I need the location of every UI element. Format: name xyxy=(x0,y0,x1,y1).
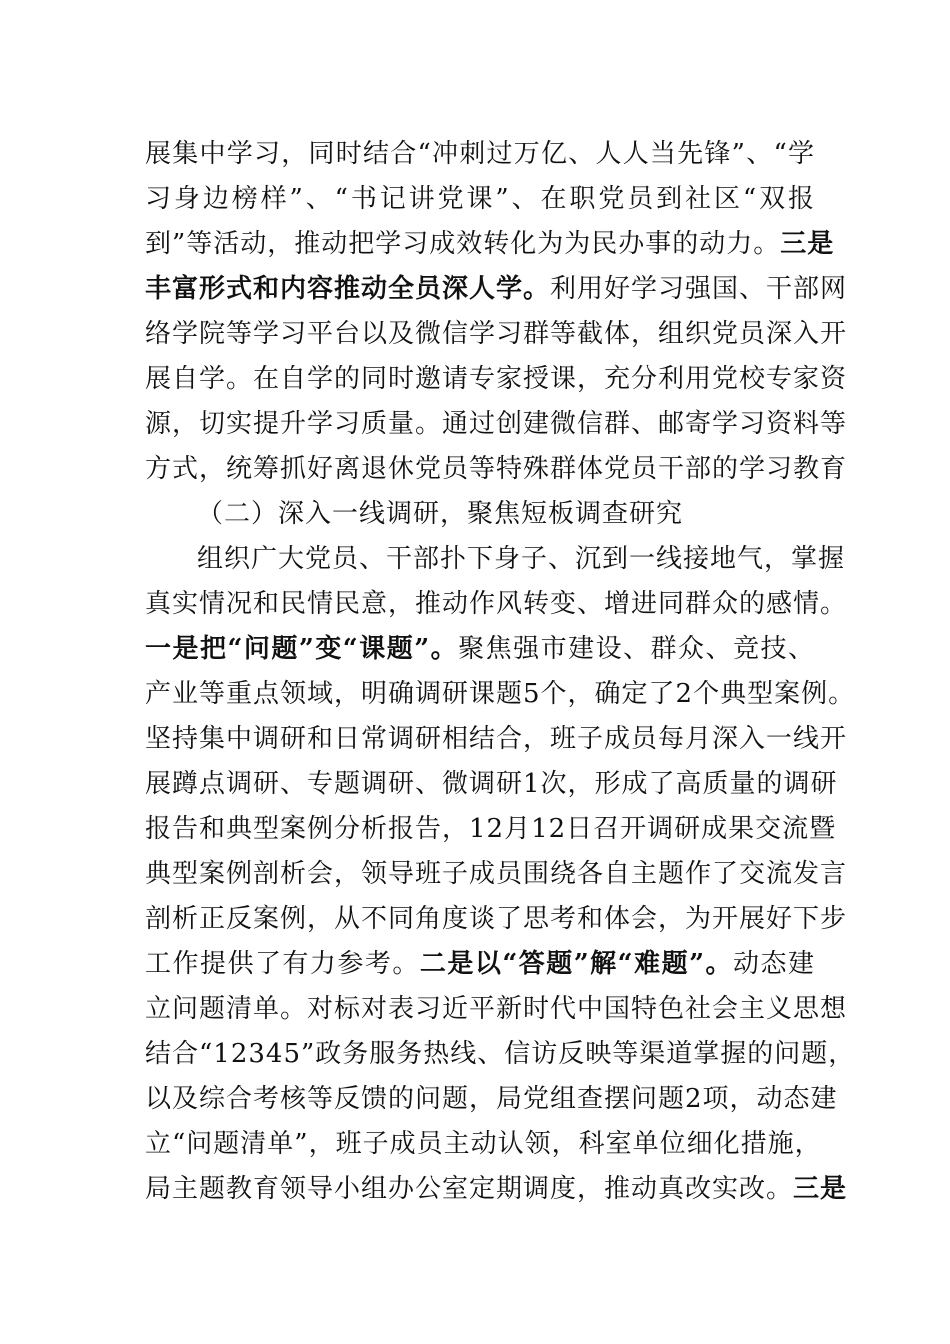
paragraph-line-1 xyxy=(145,136,815,172)
line-text: 方式，统筹抓好离退休党员等特殊群体党员干部的学习教育 xyxy=(145,454,848,484)
line-text: 立“问题清单”，班子成员主动认领，科室单位细化措施， xyxy=(145,1129,822,1159)
paragraph-line-6 xyxy=(145,361,848,397)
paragraph-line-14 xyxy=(145,721,848,757)
paragraph-line-12 xyxy=(145,631,815,667)
paragraph-line-5 xyxy=(145,316,848,352)
paragraph-line-2 xyxy=(145,181,815,217)
line-text: 局主题教育领导小组办公室定期调度，推动真改实改。 xyxy=(145,1174,794,1204)
line-text: 到”等活动，推动把学习成效转化为为民办事的动力。 xyxy=(145,229,781,259)
line-text: 坚持集中调研和日常调研相结合，班子成员每月深入一线开 xyxy=(145,724,848,754)
bold-lead-text: 三是 xyxy=(780,229,835,259)
heading-text: （二）深入一线调研，聚焦短板调查研究 xyxy=(197,499,684,529)
line-text: 以及综合考核等反馈的问题，局党组查摆问题2项，动态建 xyxy=(145,1084,838,1114)
paragraph-line-3 xyxy=(145,226,835,262)
line-text: 立问题清单。对标对表习近平新时代中国特色社会主义思想 xyxy=(145,994,848,1024)
paragraph-line-7 xyxy=(145,406,848,442)
paragraph-line-24 xyxy=(145,1171,848,1207)
paragraph-line-18 xyxy=(145,901,848,937)
line-text: 展集中学习，同时结合“冲刺过万亿、人人当先锋”、“学 xyxy=(145,139,815,169)
paragraph-line-11 xyxy=(145,586,848,622)
paragraph-line-13 xyxy=(145,676,856,712)
paragraph-line-10 xyxy=(197,541,846,577)
line-text: 报告和典型案例分析报告，12月12日召开调研成果交流暨 xyxy=(145,814,837,844)
paragraph-line-8 xyxy=(145,451,848,487)
line-text: 典型案例剖析会，领导班子成员围绕各自主题作了交流发言 xyxy=(145,859,848,889)
paragraph-line-21 xyxy=(145,1036,856,1072)
line-text: 真实情况和民情民意，推动作风转变、增进同群众的感情。 xyxy=(145,589,848,619)
line-text: 络学院等学习平台以及微信学习群等截体，组织党员深入开 xyxy=(145,319,848,349)
paragraph-line-20 xyxy=(145,991,848,1027)
paragraph-line-19 xyxy=(145,946,815,982)
section-heading xyxy=(197,496,697,532)
line-text: 源，切实提升学习质量。通过创建微信群、邮寄学习资料等 xyxy=(145,409,848,439)
line-text: 产业等重点领域，明确调研课题5个，确定了2个典型案例。 xyxy=(145,679,856,709)
bold-lead-text: 一是把“问题”变“课题”。 xyxy=(145,634,459,664)
bold-lead-text: 三是 xyxy=(793,1174,848,1204)
line-text: 工作提供了有力参考。 xyxy=(145,949,420,979)
line-text: 聚焦强市建设、群众、竞技、 xyxy=(458,634,815,664)
line-text: 结合“12345”政务服务热线、信访反映等渠道掌握的问题， xyxy=(145,1039,856,1069)
line-text: 展自学。在自学的同时邀请专家授课，充分利用党校专家资 xyxy=(145,364,848,394)
line-text: 剖析正反案例，从不同角度谈了思考和体会，为开展好下步 xyxy=(145,904,848,934)
paragraph-line-4 xyxy=(145,271,848,307)
line-text: 动态建 xyxy=(733,949,815,979)
line-text: 组织广大党员、干部扑下身子、沉到一线接地气，掌握 xyxy=(197,544,846,574)
paragraph-line-22 xyxy=(145,1081,838,1117)
paragraph-line-17 xyxy=(145,856,848,892)
line-text: 习身边榜样”、“书记讲党课”、在职党员到社区“双报 xyxy=(145,184,815,214)
paragraph-line-15 xyxy=(145,766,838,802)
paragraph-line-16 xyxy=(145,811,837,847)
line-text: 利用好学习强国、干部网 xyxy=(550,274,848,304)
bold-lead-text: 丰富形式和内容推动全员深人学。 xyxy=(145,274,551,304)
paragraph-line-23 xyxy=(145,1126,822,1162)
line-text: 展蹲点调研、专题调研、微调研1次，形成了高质量的调研 xyxy=(145,769,838,799)
bold-lead-text: 二是以“答题”解“难题”。 xyxy=(419,949,733,979)
